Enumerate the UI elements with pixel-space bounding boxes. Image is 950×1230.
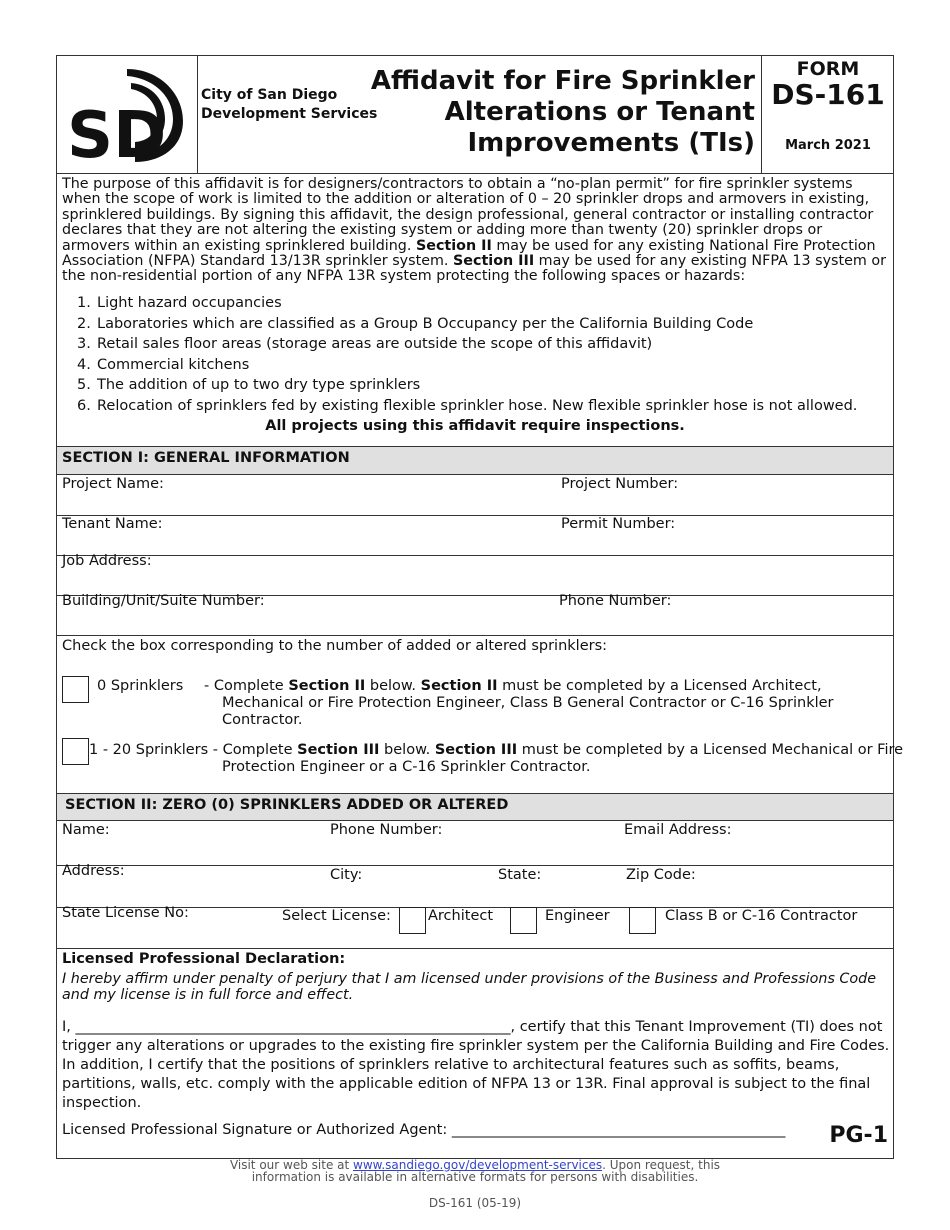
name-label: Name: xyxy=(62,822,110,838)
declaration-title: Licensed Professional Declaration: xyxy=(62,951,346,967)
intro-paragraph: The purpose of this affidavit is for designers/contractors to obtain a “no-plan permit” for fire sprinkler systems when the scope of work is limited to the addition or alteration of 0 – 20 sprinkler drops and armovers in existing, sprinklered buildings. By signing this affidavit, the design professional, general contractor or installing contractor declares that they are not altering the existing system or adding more than twenty (20) sprinkler drops or armovers within an existing sprinklered building. Section II may be used for any existing National Fire Protection Association (NFPA) Standard 13/13R sprinkler system. Section III may be used for any existing NFPA 13 system or the non-residential portion of any NFPA 13R system protecting the following spaces or hazards: xyxy=(62,176,886,285)
logo-cell xyxy=(57,56,198,173)
state-license-label: State License No: xyxy=(62,905,189,921)
zero-sprinklers-description: - Complete Section II below. Section II must be completed by a Licensed Architect, Mechanical or Fire Protection Engineer, Class B General Contractor or C-16 Sprinkler Contractor. xyxy=(204,678,834,728)
permit-number-label: Permit Number: xyxy=(561,516,676,532)
divider xyxy=(57,865,893,866)
job-address-label: Job Address: xyxy=(62,553,152,569)
project-name-label: Project Name: xyxy=(62,476,164,492)
list-item: 4. Commercial kitchens xyxy=(77,356,250,373)
footer-note: Visit our web site at www.sandiego.gov/development-services. Upon request, this information is available in alternative formats for persons with disabilities. xyxy=(229,1158,721,1184)
divider xyxy=(57,948,893,949)
architect-label: Architect xyxy=(428,908,494,924)
form-header xyxy=(57,56,893,174)
form-number: DS-161 xyxy=(771,78,885,111)
form-id-box xyxy=(761,56,894,173)
email-label: Email Address: xyxy=(624,822,732,838)
zip-label: Zip Code: xyxy=(626,867,696,883)
engineer-checkbox[interactable] xyxy=(510,907,537,934)
list-item: 1. Light hazard occupancies xyxy=(77,295,282,311)
signature-line: Licensed Professional Signature or Authorized Agent: ______________________________________________ xyxy=(62,1122,786,1138)
list-item: 3. Retail sales floor areas (storage areas are outside the scope of this affidavit) xyxy=(77,336,653,352)
declaration-certification: I, ____________________________________________________________, certify that this Tenant Improvement (TI) does not trigger any alterations or upgrades to the existing fire sprinkler system per the California Building and Fire Codes. In addition, I certify that the positions of sprinklers relative to architectural features such as soffits, beams, partitions, walls, etc. comply with the applicable edition of NFPA 13 or 13R. Final approval is subject to the final inspection. xyxy=(62,1019,890,1111)
list-item: 5. The addition of up to two dry type sprinklers xyxy=(77,377,421,393)
address-label: Address: xyxy=(62,863,125,879)
state-label: State: xyxy=(498,867,542,883)
website-link[interactable]: www.sandiego.gov/development-services xyxy=(353,1158,603,1172)
svg-text:SD: SD xyxy=(67,99,167,173)
tenant-name-label: Tenant Name: xyxy=(62,516,163,532)
list-item: 2. Laboratories which are classified as a Group B Occupancy per the California Building Code xyxy=(77,315,754,332)
project-number-label: Project Number: xyxy=(561,476,679,492)
one-to-twenty-sprinklers-description: 1 - 20 Sprinklers - Complete Section III below. Section III must be completed by a Licensed Mechanical or Fire Protection Engineer or a C-16 Sprinkler Contractor. xyxy=(89,742,904,775)
one-to-twenty-sprinklers-checkbox[interactable] xyxy=(62,738,89,765)
inspection-note: All projects using this affidavit require inspections. xyxy=(265,418,685,434)
divider xyxy=(57,635,893,636)
architect-checkbox[interactable] xyxy=(399,907,426,934)
phone-number-label: Phone Number: xyxy=(559,593,672,609)
form-label: FORM xyxy=(796,58,860,80)
affidavit-form xyxy=(56,55,904,1159)
declaration-affirmation: I hereby affirm under penalty of perjury that I am licensed under provisions of the Business and Professions Code and my license is in full force and effect. xyxy=(62,971,877,1003)
list-item: 6. Relocation of sprinklers fed by existing flexible sprinkler hose. New flexible sprinkler hose is not allowed. xyxy=(77,397,858,414)
form-title: Affidavit for Fire Sprinkler Alterations or Tenant Improvements (TIs) xyxy=(370,66,755,158)
select-license-label: Select License: xyxy=(282,908,391,924)
zero-sprinklers-checkbox[interactable] xyxy=(62,676,89,703)
contractor-checkbox[interactable] xyxy=(629,907,656,934)
form-date: March 2021 xyxy=(785,138,871,153)
divider xyxy=(57,555,893,556)
section-1-header: SECTION I: GENERAL INFORMATION xyxy=(57,446,893,475)
form-revision-code: DS-161 (05-19) xyxy=(428,1196,522,1210)
building-unit-label: Building/Unit/Suite Number: xyxy=(62,593,265,609)
city-label: City: xyxy=(330,867,363,883)
contractor-label: Class B or C-16 Contractor xyxy=(665,908,858,924)
section-2-header: SECTION II: ZERO (0) SPRINKLERS ADDED OR ALTERED xyxy=(57,793,893,821)
page-number: PG-1 xyxy=(829,1123,888,1148)
zero-sprinklers-label: 0 Sprinklers xyxy=(97,678,184,694)
divider xyxy=(57,515,893,516)
hazard-list xyxy=(77,293,857,416)
department-name: City of San Diego Development Services xyxy=(201,87,378,122)
engineer-label: Engineer xyxy=(545,908,610,924)
phone-label: Phone Number: xyxy=(330,822,443,838)
city-of-san-diego-logo xyxy=(57,56,197,173)
sprinkler-count-prompt: Check the box corresponding to the number of added or altered sprinklers: xyxy=(62,638,608,654)
